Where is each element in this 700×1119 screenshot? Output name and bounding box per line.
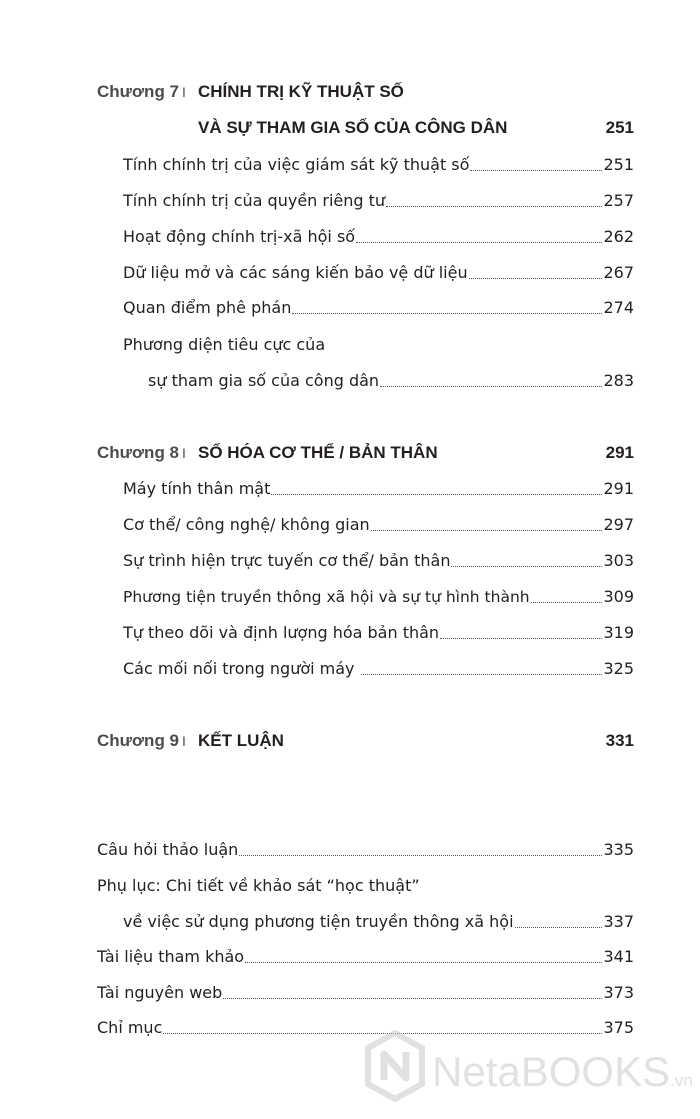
backmatter-entry <box>97 983 634 1003</box>
toc-entry-title: Tự theo dõi và định lượng hóa bản thân <box>123 623 440 642</box>
toc-entry <box>123 298 634 318</box>
backmatter-title: Câu hỏi thảo luận <box>97 840 239 859</box>
chapter-page-number: 291 <box>605 443 634 462</box>
chapter-7-heading <box>97 82 186 102</box>
chapter-page-number: 331 <box>605 731 634 750</box>
chapter-label: Chương 9 <box>97 731 180 750</box>
toc-entry <box>123 551 634 571</box>
backmatter-title: Phụ lục: Chi tiết về khảo sát “học thuật” <box>97 876 420 895</box>
backmatter-page: 341 <box>603 947 634 966</box>
toc-entry <box>123 659 634 679</box>
chapter-title: SỐ HÓA CƠ THỂ / BẢN THÂN <box>198 443 438 462</box>
watermark-suffix: .vn <box>670 1071 693 1090</box>
leader-dots <box>531 602 603 603</box>
leader-dots <box>292 313 602 314</box>
chapter-9-heading <box>97 731 186 751</box>
leader-dots <box>469 278 603 279</box>
toc-entry-page: 325 <box>603 659 634 678</box>
toc-entry <box>123 155 634 175</box>
leader-dots <box>371 530 603 531</box>
toc-entry <box>123 515 634 535</box>
toc-entry-title: Quan điểm phê phán <box>123 298 292 317</box>
leader-dots <box>386 206 602 207</box>
backmatter-entry <box>97 947 634 967</box>
chapter-8-heading <box>97 443 186 463</box>
backmatter-page: 375 <box>603 1018 634 1037</box>
toc-entry-title: Phương tiện truyền thông xã hội và sự tự hình thành <box>123 588 530 606</box>
toc-entry-page: 297 <box>603 515 634 534</box>
chapter-separator: I <box>182 733 186 749</box>
chapter-label: Chương 7 <box>97 82 180 101</box>
toc-entry-page: 283 <box>603 371 634 390</box>
backmatter-page: 337 <box>603 912 634 931</box>
toc-entry-page: 309 <box>603 587 634 606</box>
leader-dots <box>245 962 602 963</box>
backmatter-entry <box>123 912 634 932</box>
backmatter-title-continued: về việc sử dụng phương tiện truyền thông xã hội <box>123 912 514 931</box>
toc-entry <box>123 587 634 607</box>
toc-entry-page: 291 <box>603 479 634 498</box>
toc-entry-title: Máy tính thân mật <box>123 479 271 498</box>
chapter-separator: I <box>182 445 186 461</box>
toc-entry <box>123 191 634 211</box>
toc-entry <box>123 263 634 283</box>
toc-entry-title: Dữ liệu mở và các sáng kiến bảo vệ dữ liệu <box>123 263 468 282</box>
toc-entry <box>148 371 634 391</box>
leader-dots <box>361 674 603 675</box>
chapter-title: CHÍNH TRỊ KỸ THUẬT SỐ <box>198 82 404 101</box>
neta-logo-icon <box>364 1030 426 1102</box>
chapter-label: Chương 8 <box>97 443 180 462</box>
watermark-brand: NetaBOOKS <box>432 1048 671 1095</box>
toc-entry-page: 262 <box>603 227 634 246</box>
toc-entry <box>123 623 634 643</box>
toc-entry-title: Phương diện tiêu cực của <box>123 335 326 354</box>
toc-entry-page: 303 <box>603 551 634 570</box>
toc-entry <box>123 479 634 499</box>
leader-dots <box>239 855 602 856</box>
leader-dots <box>356 242 602 243</box>
backmatter-title: Tài nguyên web <box>97 983 223 1002</box>
toc-entry-title: Hoạt động chính trị-xã hội số <box>123 227 356 246</box>
leader-dots <box>515 927 603 928</box>
toc-entry-page: 319 <box>603 623 634 642</box>
toc-entry-title: Cơ thể/ công nghệ/ không gian <box>123 515 370 534</box>
watermark <box>362 1018 692 1114</box>
leader-dots <box>451 566 602 567</box>
backmatter-title: Chỉ mục <box>97 1018 163 1037</box>
backmatter-title: Tài liệu tham khảo <box>97 947 245 966</box>
toc-entry-title: Sự trình hiện trực tuyến cơ thể/ bản thân <box>123 551 451 570</box>
leader-dots <box>223 998 602 999</box>
chapter-separator: I <box>182 84 186 100</box>
backmatter-page: 335 <box>603 840 634 859</box>
toc-entry-page: 251 <box>603 155 634 174</box>
leader-dots <box>470 170 602 171</box>
chapter-page-number: 251 <box>605 118 634 137</box>
toc-entry-title: Tính chính trị của quyền riêng tư <box>123 191 386 210</box>
leader-dots <box>440 638 602 639</box>
backmatter-page: 373 <box>603 983 634 1002</box>
toc-entry-title-continued: sự tham gia số của công dân <box>148 371 380 390</box>
toc-entry-page: 267 <box>603 263 634 282</box>
leader-dots <box>380 386 602 387</box>
toc-entry-page: 257 <box>603 191 634 210</box>
watermark-text <box>432 1048 693 1096</box>
toc-entry-title: Tính chính trị của việc giám sát kỹ thuật số <box>123 155 470 174</box>
toc-entry-page: 274 <box>603 298 634 317</box>
backmatter-entry <box>97 840 634 860</box>
chapter-title-continued: VÀ SỰ THAM GIA SỐ CỦA CÔNG DÂN <box>198 118 508 137</box>
toc-entry-title: Các mối nối trong người máy <box>123 659 355 678</box>
chapter-title: KẾT LUẬN <box>198 731 284 750</box>
leader-dots <box>271 494 602 495</box>
toc-entry <box>123 227 634 247</box>
